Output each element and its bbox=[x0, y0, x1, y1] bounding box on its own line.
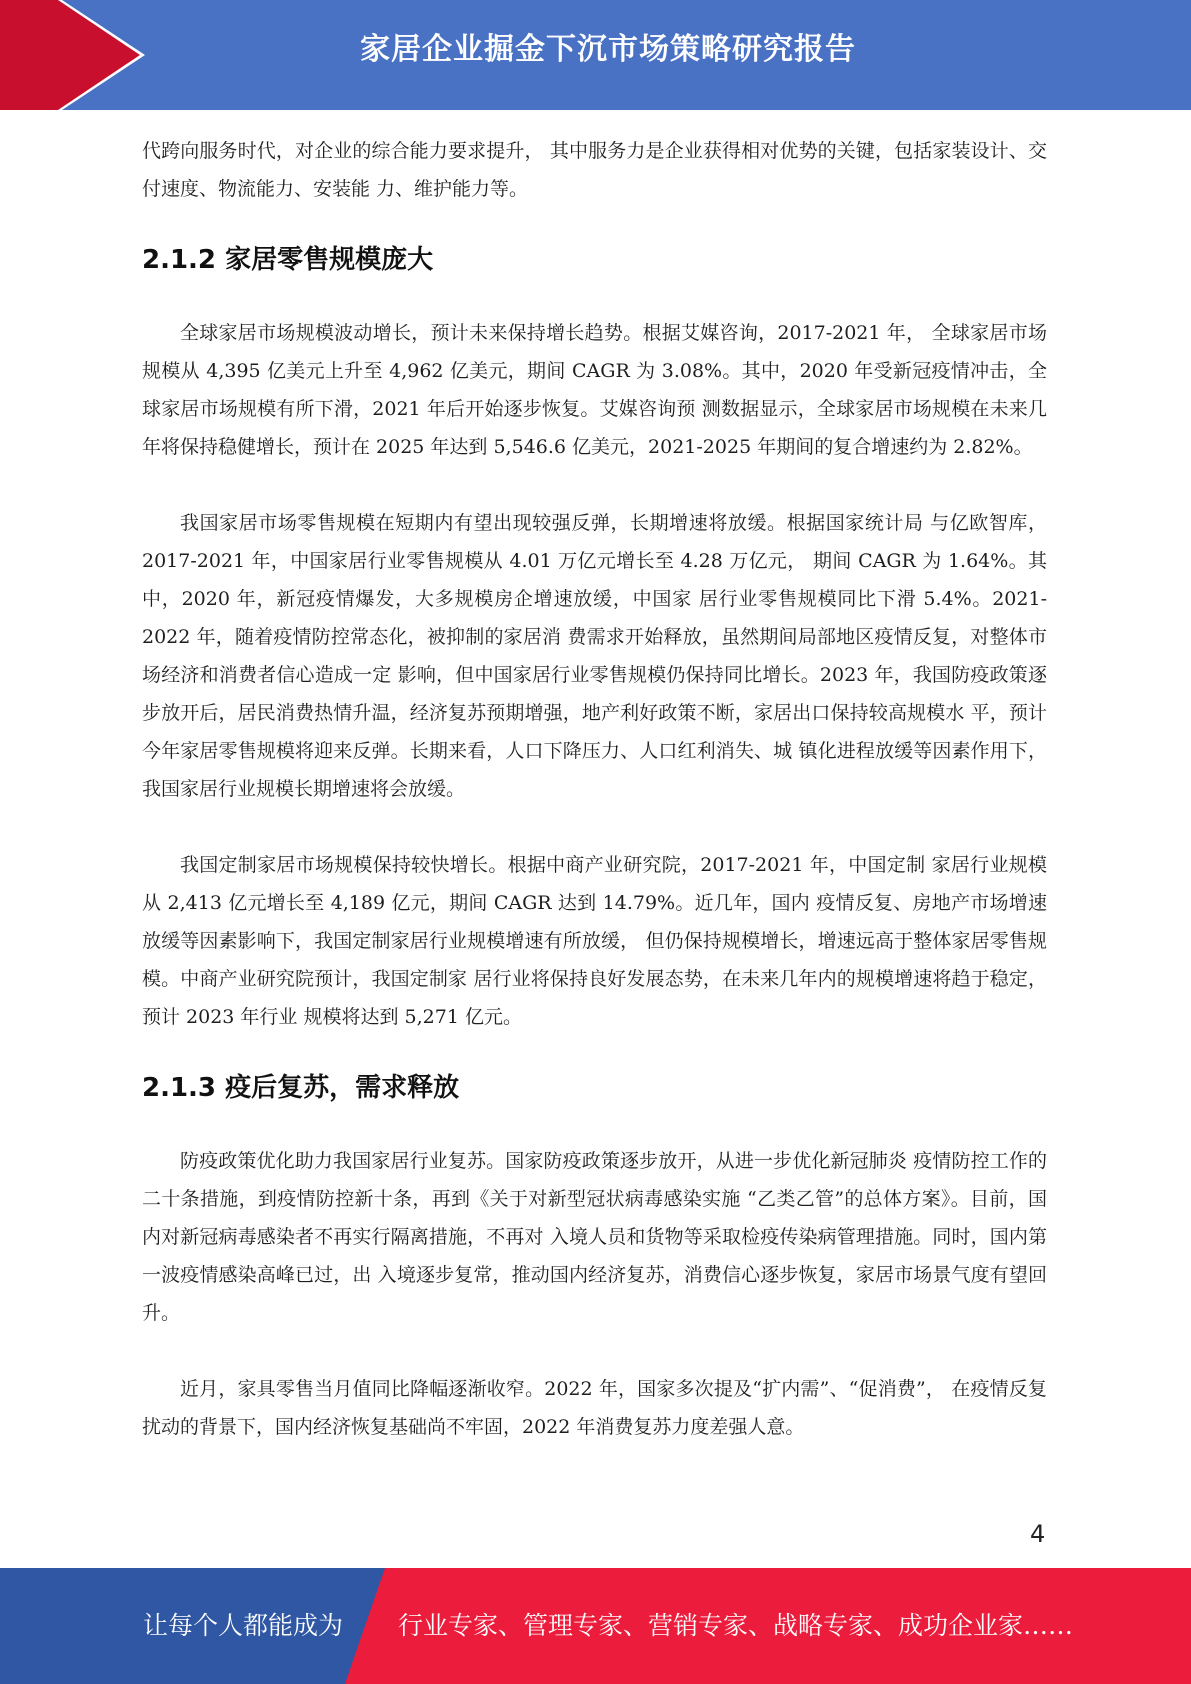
section-heading-2-1-3: 2.1.3 疫后复苏，需求释放 bbox=[142, 1073, 460, 1103]
section-heading-2-1-2: 2.1.2 家居零售规模庞大 bbox=[142, 245, 434, 275]
footer-banner bbox=[0, 1568, 1191, 1684]
report-title: 家居企业掘金下沉市场策略研究报告 bbox=[360, 32, 856, 67]
paragraph-custom-furniture: 我国定制家居市场规模保持较快增长。根据中商产业研究院，2017-2021 年，中国定制 家居行业规模从 2,413 亿元增长至 4,189 亿元，期间 CAGR 达到 14.79%。近几年，国内 疫情反复、房地产市场增速放缓等因素影响下，我国定制家居行业规模增速有所放缓， 但仍保持规模增长，增速远高于整体家居零售规模。中商产业研究院预计，我国定制家 居行业将保持良好发展态势，在未来几年内的规模增速将趋于稳定，预计 2023 年行业 规模将达到 5,271 亿元。 bbox=[142, 854, 1047, 1028]
footer-slogan-left: 让每个人都能成为 bbox=[143, 1611, 344, 1640]
paragraph-retail-decline-narrowing: 近月，家具零售当月值同比降幅逐渐收窄。2022 年，国家多次提及“扩内需”、“促消费”， 在疫情反复扰动的背景下，国内经济恢复基础尚不牢固，2022 年消费复苏力度差强人意。 bbox=[142, 1378, 1047, 1438]
paragraph-china-retail: 我国家居市场零售规模在短期内有望出现较强反弹，长期增速将放缓。根据国家统计局 与亿欧智库，2017-2021 年，中国家居行业零售规模从 4.01 万亿元增长至 4.28 万亿元， 期间 CAGR 为 1.64%。其中，2020 年，新冠疫情爆发，大多规模房企增速放缓，中国家 居行业零售规模同比下滑 5.4%。2021-2022 年，随着疫情防控常态化，被抑制的家居消 费需求开始释放，虽然期间局部地区疫情反复，对整体市场经济和消费者信心造成一定 影响，但中国家居行业零售规模仍保持同比增长。2023 年，我国防疫政策逐步放开后，居民消费热情升温，经济复苏预期增强，地产利好政策不断，家居出口保持较高规模水 平，预计今年家居零售规模将迎来反弹。长期来看，人口下降压力、人口红利消失、城 镇化进程放缓等因素作用下，我国家居行业规模长期增速将会放缓。 bbox=[142, 512, 1047, 800]
intro-paragraph: 代跨向服务时代，对企业的综合能力要求提升， 其中服务力是企业获得相对优势的关键，包括家装设计、交付速度、物流能力、安装能 力、维护能力等。 bbox=[142, 140, 1047, 200]
page-number: 4 bbox=[1030, 1520, 1046, 1548]
main-content bbox=[142, 132, 1047, 1446]
footer-slogan-right: 行业专家、管理专家、营销专家、战略专家、成功企业家…… bbox=[398, 1611, 1074, 1640]
header-chevron-decoration bbox=[0, 0, 160, 110]
paragraph-global-market: 全球家居市场规模波动增长，预计未来保持增长趋势。根据艾媒咨询，2017-2021 年， 全球家居市场规模从 4,395 亿美元上升至 4,962 亿美元，期间 CAGR 为 3.08%。其中，2020 年受新冠疫情冲击，全球家居市场规模有所下滑，2021 年后开始逐步恢复。艾媒咨询预 测数据显示，全球家居市场规模在未来几年将保持稳健增长，预计在 2025 年达到 5,546.6 亿美元，2021-2025 年期间的复合增速约为 2.82%。 bbox=[142, 322, 1047, 458]
paragraph-policy-recovery: 防疫政策优化助力我国家居行业复苏。国家防疫政策逐步放开，从进一步优化新冠肺炎 疫情防控工作的二十条措施，到疫情防控新十条，再到《关于对新型冠状病毒感染实施 “乙类乙管”的总体方案》。目前，国内对新冠病毒感染者不再实行隔离措施，不再对 入境人员和货物等采取检疫传染病管理措施。同时，国内第一波疫情感染高峰已过，出 入境逐步复常，推动国内经济复苏，消费信心逐步恢复，家居市场景气度有望回升。 bbox=[142, 1150, 1047, 1324]
header-banner bbox=[0, 0, 1191, 110]
